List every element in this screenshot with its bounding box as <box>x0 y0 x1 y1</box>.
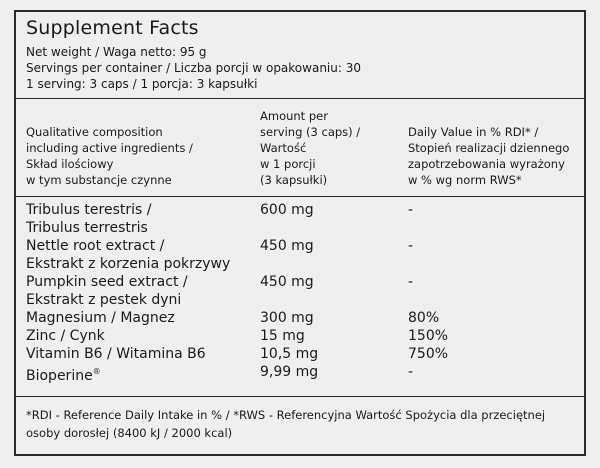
ingredient-dv: - <box>408 274 414 290</box>
ingredient-name <box>26 362 101 386</box>
ingredient-dv: - <box>408 202 414 218</box>
ingredient-row <box>16 362 584 382</box>
header-amount <box>260 108 360 188</box>
ingredient-name: Magnesium / Magnez <box>26 310 175 326</box>
ingredient-row <box>16 200 584 220</box>
ingredient-row <box>16 326 584 346</box>
header-composition-line: w tym substancje czynne <box>26 173 172 187</box>
net-weight: Net weight / Waga netto: 95 g <box>26 45 207 59</box>
ingredient-name: Zinc / Cynk <box>26 328 105 344</box>
ingredient-amount: 600 mg <box>260 202 314 218</box>
ingredient-dv: - <box>408 238 414 254</box>
ingredient-dv: 150% <box>408 328 449 344</box>
ingredient-row <box>16 218 584 238</box>
ingredient-name: Tribulus terestris / <box>26 202 152 218</box>
ingredient-amount: 15 mg <box>260 328 305 344</box>
header-amount-line: (3 kapsułki) <box>260 173 328 187</box>
header-composition-line: Skład ilościowy <box>26 157 114 171</box>
header-composition-line: Qualitative composition <box>26 125 163 139</box>
header-amount-line: w 1 porcji <box>260 157 316 171</box>
servings-per-container: Servings per container / Liczba porcji w opakowaniu: 30 <box>26 61 361 75</box>
ingredient-amount: 300 mg <box>260 310 314 326</box>
header-amount-line: serving (3 caps) / <box>260 125 361 139</box>
ingredient-dv: 750% <box>408 346 449 362</box>
ingredient-name-text: Bioperine <box>26 368 93 384</box>
divider-bottom <box>16 396 584 397</box>
ingredient-amount: 450 mg <box>260 274 314 290</box>
ingredient-dv: 80% <box>408 310 440 326</box>
ingredient-name: Nettle root extract / <box>26 238 165 254</box>
header-dv-line: w % wg norm RWS* <box>408 173 522 187</box>
ingredient-name: Tribulus terrestris <box>26 220 148 236</box>
serving-size: 1 serving: 3 caps / 1 porcja: 3 kapsułki <box>26 77 258 91</box>
divider-header <box>16 196 584 197</box>
header-amount-line: Wartość <box>260 141 307 155</box>
supplement-facts-panel <box>14 10 586 456</box>
header-dv-line: Daily Value in % RDI* / <box>408 125 539 139</box>
ingredient-amount: 10,5 mg <box>260 346 319 362</box>
ingredient-row <box>16 272 584 292</box>
header-composition-line: including active ingredients / <box>26 141 193 155</box>
ingredient-name: Ekstrakt z korzenia pokrzywy <box>26 256 231 272</box>
footnote-line-1: *RDI - Reference Daily Intake in % / *RWS - Referencyjna Wartość Spożycia dla przeciętnej <box>26 408 546 422</box>
ingredient-row <box>16 236 584 256</box>
header-dv-line: zapotrzebowania wyrażony <box>408 157 565 171</box>
ingredient-name: Vitamin B6 / Witamina B6 <box>26 346 206 362</box>
registered-mark: ® <box>92 367 101 376</box>
ingredient-row <box>16 290 584 310</box>
footnote-line-2: osoby dorosłej (8400 kJ / 2000 kcal) <box>26 426 233 440</box>
divider-top <box>16 98 584 99</box>
label-title: Supplement Facts <box>26 17 199 39</box>
ingredient-row <box>16 254 584 274</box>
ingredient-amount: 9,99 mg <box>260 364 319 380</box>
ingredient-name: Ekstrakt z pestek dyni <box>26 292 182 308</box>
header-dv-line: Stopień realizacji dziennego <box>408 141 570 155</box>
header-daily-value <box>408 124 569 188</box>
ingredient-name: Pumpkin seed extract / <box>26 274 188 290</box>
header-composition <box>26 124 193 188</box>
ingredient-row <box>16 344 584 364</box>
ingredient-amount: 450 mg <box>260 238 314 254</box>
ingredient-row <box>16 308 584 328</box>
header-amount-line: Amount per <box>260 109 328 123</box>
ingredient-dv: - <box>408 364 414 380</box>
